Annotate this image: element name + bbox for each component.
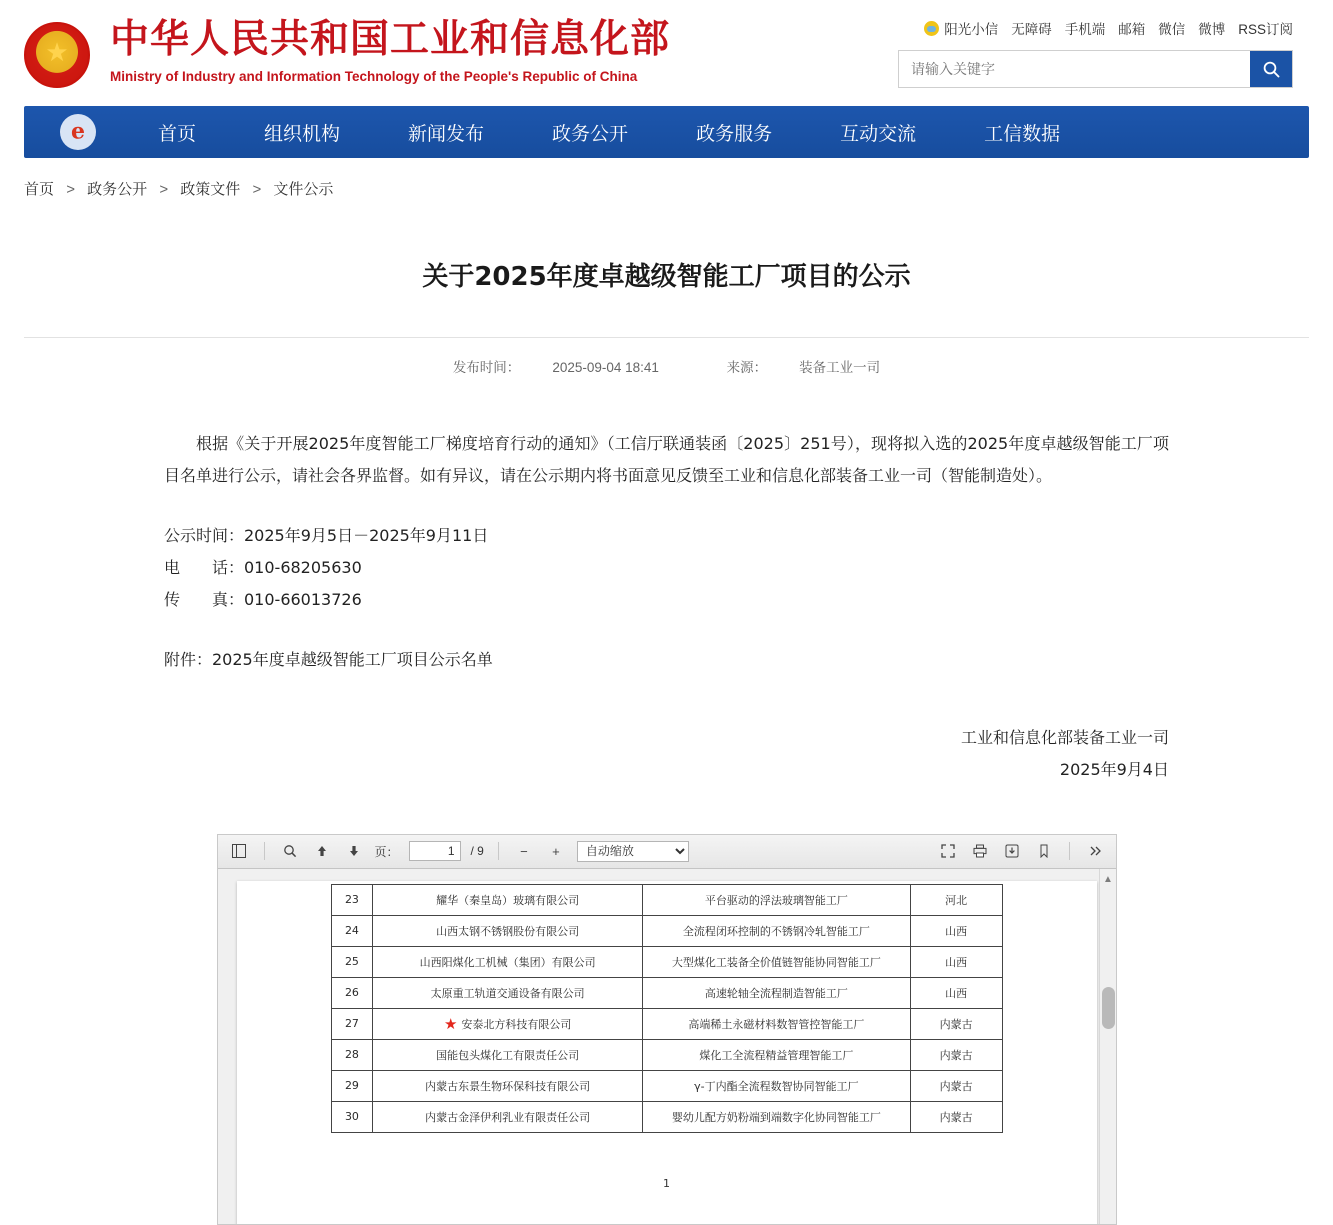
pdf-scrollbar[interactable] (1099, 869, 1116, 1224)
cell-region: 山西 (910, 915, 1002, 946)
table-row (331, 977, 1002, 1008)
cell-region: 内蒙古 (910, 1039, 1002, 1070)
table-row (331, 1039, 1002, 1070)
pdf-viewer (217, 834, 1117, 1225)
breadcrumb-item-document-notice[interactable]: 文件公示 (273, 181, 334, 198)
arrow-down-icon[interactable] (343, 840, 365, 862)
quick-link-accessibility[interactable]: 无障碍 (1011, 22, 1052, 37)
quick-link-mobile[interactable]: 手机端 (1064, 22, 1106, 37)
cell-region: 山西 (910, 946, 1002, 977)
article-signature (164, 722, 1169, 786)
search-icon (1262, 60, 1281, 79)
miit-logo-icon (60, 114, 96, 150)
main-nav (24, 106, 1309, 158)
breadcrumb-separator: > (252, 181, 262, 198)
cell-project: 婴幼儿配方奶粉端到端数字化协同智能工厂 (642, 1101, 910, 1132)
cell-company: 国能包头煤化工有限责任公司 (373, 1039, 643, 1070)
article (24, 213, 1309, 786)
bookmark-icon[interactable] (1033, 840, 1055, 862)
breadcrumb (24, 178, 1309, 213)
table-row (331, 1070, 1002, 1101)
breadcrumb-separator: > (159, 181, 169, 198)
table-row-highlighted (331, 1008, 1002, 1039)
page-label: 页： (374, 844, 399, 859)
breadcrumb-item-home[interactable]: 首页 (24, 181, 55, 198)
table-row (331, 884, 1002, 915)
cell-project: 大型煤化工装备全价值链智能协同智能工厂 (642, 946, 910, 977)
pdf-canvas[interactable] (218, 869, 1116, 1224)
zoom-select[interactable] (577, 841, 689, 862)
star-icon: ★ (443, 1014, 458, 1033)
project-table (331, 884, 1003, 1133)
print-icon[interactable] (969, 840, 991, 862)
cell-company: 内蒙古金泽伊利乳业有限责任公司 (373, 1101, 643, 1132)
quick-links (924, 18, 1293, 38)
pdf-page (237, 881, 1097, 1224)
table-row (331, 915, 1002, 946)
quick-link-wechat[interactable]: 微信 (1158, 22, 1186, 37)
signature-organization: 工业和信息化部装备工业一司 (960, 727, 1169, 747)
download-icon[interactable] (1001, 840, 1023, 862)
nav-item-organization[interactable]: 组织机构 (264, 122, 341, 145)
page-total-label: / 9 (470, 844, 484, 859)
article-info-block (164, 520, 1169, 616)
pdf-page-footer: 1 (663, 1176, 670, 1190)
cell-project: 煤化工全流程精益管理智能工厂 (642, 1039, 910, 1070)
cell-project: 平台驱动的浮法玻璃智能工厂 (642, 884, 910, 915)
publish-time: 发布时间： 2025-09-04 18:41 (452, 359, 659, 375)
cell-project: 全流程闭环控制的不锈钢冷轧智能工厂 (642, 915, 910, 946)
page-title: 关于2025年度卓越级智能工厂项目的公示 (422, 262, 911, 293)
signature-date: 2025年9月4日 (1059, 759, 1169, 779)
fullscreen-icon[interactable] (937, 840, 959, 862)
nav-item-interaction[interactable]: 互动交流 (840, 122, 917, 145)
article-body (164, 428, 1169, 786)
search-box (898, 50, 1293, 88)
article-paragraph-1: 根据《关于开展2025年度智能工厂梯度培育行动的通知》（工信厅联通装函〔2025〕251号），现将拟入选的2025年度卓越级智能工厂项目名单进行公示，请社会各界监督。如有异议，请在公示期内将书面意见反馈至工业和信息化部装备工业一司（智能制造处）。 (164, 433, 1169, 485)
notice-period: 公示时间：2025年9月5日－2025年9月11日 (164, 525, 489, 545)
cell-no: 29 (331, 1070, 373, 1101)
cell-no: 30 (331, 1101, 373, 1132)
cell-project: 高速轮轴全流程制造智能工厂 (642, 977, 910, 1008)
page-number-input[interactable] (409, 841, 461, 861)
site-title-cn: 中华人民共和国工业和信息化部 (110, 17, 671, 62)
toolbar-divider (1069, 842, 1070, 860)
cell-project: 高端稀土永磁材料数智管控智能工厂 (642, 1008, 910, 1039)
search-icon[interactable] (279, 840, 301, 862)
cell-company: ★ 安泰北方科技有限公司 (373, 1008, 643, 1039)
search-button[interactable] (1250, 51, 1292, 87)
zoom-out-button[interactable]: − (520, 843, 528, 859)
search-input[interactable] (899, 51, 1250, 87)
cell-no: 28 (331, 1039, 373, 1070)
cell-no: 27 (331, 1008, 373, 1039)
nav-item-data[interactable]: 工信数据 (984, 122, 1061, 145)
pdf-toolbar (218, 835, 1116, 869)
nav-item-home[interactable]: 首页 (158, 122, 197, 145)
nav-item-government-affairs[interactable]: 政务公开 (552, 122, 629, 145)
cell-company: 山西太钢不锈钢股份有限公司 (373, 915, 643, 946)
header-right (893, 18, 1293, 88)
cell-no: 24 (331, 915, 373, 946)
cell-company: 太原重工轨道交通设备有限公司 (373, 977, 643, 1008)
breadcrumb-item-government-affairs[interactable]: 政务公开 (87, 181, 148, 198)
attachment-line[interactable]: 附件：2025年度卓越级智能工厂项目公示名单 (164, 649, 493, 669)
sidebar-toggle-icon[interactable] (228, 840, 250, 862)
cell-region: 内蒙古 (910, 1008, 1002, 1039)
breadcrumb-separator: > (66, 181, 75, 198)
quick-link-weibo[interactable]: 微博 (1198, 22, 1226, 37)
site-header (0, 0, 1333, 98)
cell-region: 内蒙古 (910, 1070, 1002, 1101)
site-title-block (110, 18, 670, 84)
article-source: 来源： 装备工业一司 (726, 359, 881, 375)
cell-company: 山西阳煤化工机械（集团）有限公司 (373, 946, 643, 977)
cell-region: 内蒙古 (910, 1101, 1002, 1132)
table-row (331, 1101, 1002, 1132)
scrollbar-thumb[interactable] (1102, 987, 1115, 1029)
breadcrumb-item-policy-documents[interactable]: 政策文件 (180, 181, 241, 198)
cell-company: 内蒙古东景生物环保科技有限公司 (373, 1070, 643, 1101)
cell-no: 23 (331, 884, 373, 915)
article-meta (24, 337, 1309, 376)
cell-company: 耀华（秦皇岛）玻璃有限公司 (373, 884, 643, 915)
table-row (331, 946, 1002, 977)
cell-project: γ-丁内酯全流程数智协同智能工厂 (642, 1070, 910, 1101)
quick-link-mail[interactable]: 邮箱 (1118, 22, 1146, 37)
scroll-up-icon[interactable]: ▲ (1103, 873, 1113, 885)
quick-link-sunshine[interactable]: 阳光小信 (944, 22, 999, 37)
contact-phone: 电 话：010-68205630 (164, 557, 362, 577)
national-emblem-icon: ★ (24, 22, 90, 88)
chevron-double-right-icon[interactable] (1084, 840, 1106, 862)
cell-no: 25 (331, 946, 373, 977)
toolbar-divider (498, 842, 499, 860)
quick-link-rss[interactable]: RSS订阅 (1238, 22, 1293, 37)
sunshine-icon (924, 21, 939, 36)
toolbar-divider (264, 842, 265, 860)
zoom-in-button[interactable]: + (552, 843, 560, 859)
arrow-up-icon[interactable] (311, 840, 333, 862)
cell-region: 山西 (910, 977, 1002, 1008)
cell-no: 26 (331, 977, 373, 1008)
contact-fax: 传 真：010-66013726 (164, 589, 362, 609)
nav-item-government-services[interactable]: 政务服务 (696, 122, 773, 145)
nav-item-news[interactable]: 新闻发布 (408, 122, 485, 145)
site-title-en: Ministry of Industry and Information Technology of the People's Republic of China (110, 68, 638, 84)
cell-region: 河北 (910, 884, 1002, 915)
